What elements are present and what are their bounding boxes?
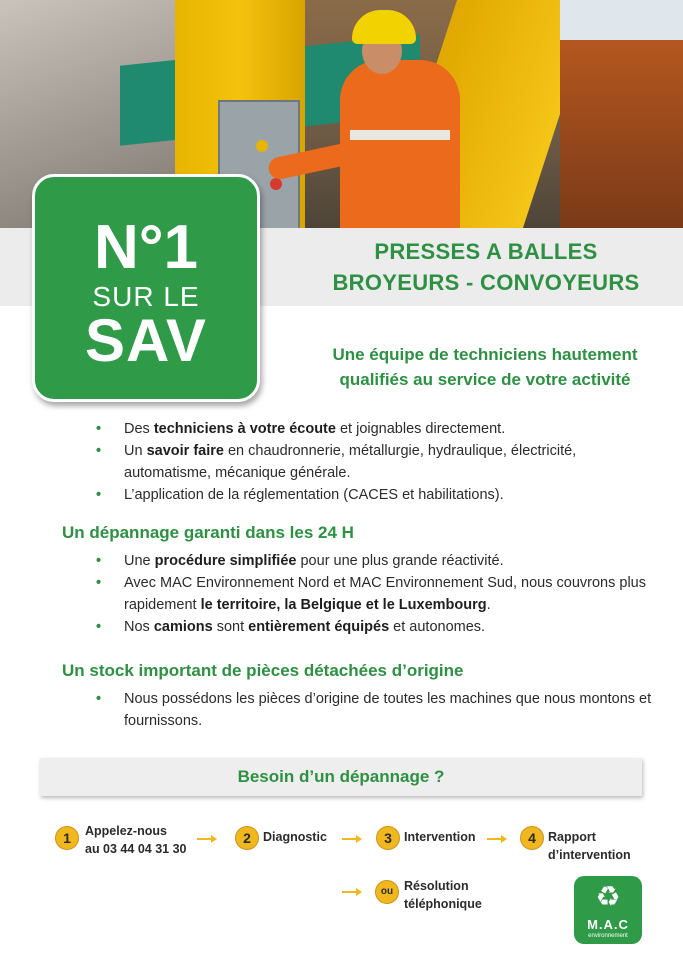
logo-name: M.A.C [587, 917, 629, 932]
stock-bullet-list [96, 688, 656, 732]
repair-bullet-list [96, 550, 656, 638]
team-bullet-list [96, 418, 656, 506]
step-1-label: Appelez-nous au 03 44 04 31 30 [85, 824, 187, 856]
product-headline [296, 236, 676, 298]
badge-number: N°1 [93, 213, 199, 282]
list-item: • Des techniciens à votre écoute et joignables directement. [96, 418, 656, 440]
control-button-red [270, 178, 282, 190]
step-3-number: 3 [376, 826, 400, 850]
reflective-stripe [350, 130, 450, 140]
bullet-icon: • [96, 487, 102, 503]
recycle-hands-icon: ♻ [595, 881, 621, 912]
step-4-number: 4 [520, 826, 544, 850]
stock-section-title: Un stock important de pièces détachées d’origine [62, 661, 464, 680]
badge-sav: SAV [85, 307, 207, 374]
headline-line-2: BROYEURS - CONVOYEURS [332, 270, 640, 295]
mac-logo [574, 876, 642, 944]
arrow-right-icon [197, 838, 215, 840]
technician-body [340, 60, 460, 228]
subheading-line-1: Une équipe de techniciens hautement [332, 345, 638, 364]
number-one-badge [32, 174, 260, 402]
bullet-icon: • [96, 691, 102, 707]
headline-line-1: PRESSES A BALLES [374, 239, 598, 264]
control-button-yellow [256, 140, 268, 152]
step-1-number: 1 [55, 826, 79, 850]
arrow-right-icon [342, 838, 360, 840]
alt-step-marker: ou [375, 880, 399, 904]
bullet-icon: • [96, 575, 102, 591]
repair-cta-bar [40, 758, 642, 796]
badge-middle-text: SUR LE [92, 281, 200, 312]
repair-section-title: Un dépannage garanti dans les 24 H [62, 523, 354, 542]
list-item: • Nos camions sont entièrement équipés et autonomes. [96, 616, 656, 638]
hard-hat [352, 10, 416, 44]
team-subheading [300, 342, 670, 392]
bullet-icon: • [96, 553, 102, 569]
subheading-line-2: qualifiés au service de votre activité [339, 370, 631, 389]
step-2-label: Diagnostic [263, 830, 327, 844]
step-2-number: 2 [235, 826, 259, 850]
step-4-label: Rapport d’intervention [548, 830, 631, 862]
logo-subtitle: environnement [588, 933, 628, 939]
list-item: • Une procédure simplifiée pour une plus grande réactivité. [96, 550, 656, 572]
list-item: • L’application de la réglementation (CACES et habilitations). [96, 484, 656, 506]
arrow-right-icon [487, 838, 505, 840]
bullet-icon: • [96, 443, 102, 459]
step-3-label: Intervention [404, 830, 476, 844]
cta-label: Besoin d’un dépannage ? [237, 767, 445, 786]
sky-area [560, 0, 683, 40]
alt-step-label: Résolution téléphonique [404, 879, 482, 911]
list-item: • Nous possédons les pièces d’origine de toutes les machines que nous montons et fournissons. [96, 688, 656, 732]
arrow-right-icon [342, 891, 360, 893]
list-item: • Un savoir faire en chaudronnerie, métallurgie, hydraulique, électricité, automatisme, mécanique générale. [96, 440, 656, 484]
rusty-container [560, 40, 683, 228]
list-item: • Avec MAC Environnement Nord et MAC Environnement Sud, nous couvrons plus rapidement le territoire, la Belgique et le Luxembourg. [96, 572, 656, 616]
bullet-icon: • [96, 421, 102, 437]
bullet-icon: • [96, 619, 102, 635]
